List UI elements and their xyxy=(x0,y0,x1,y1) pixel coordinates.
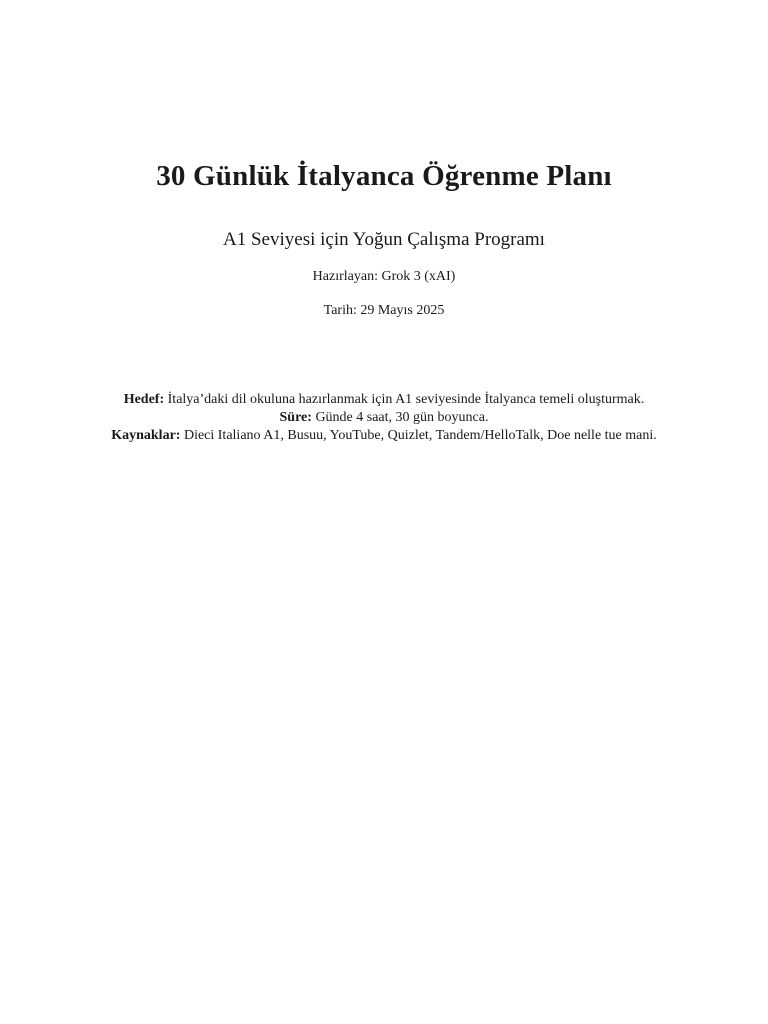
goal-text: İtalya’daki dil okuluna hazırlanmak için A1 seviyesinde İtalyanca temeli oluşturmak. xyxy=(167,392,645,407)
document-subtitle: A1 Seviyesi için Yoğun Çalışma Programı xyxy=(223,229,545,250)
document-date: Tarih: 29 Mayıs 2025 xyxy=(323,303,445,318)
duration-text: Günde 4 saat, 30 gün boyunca. xyxy=(315,410,489,425)
document-title: 30 Günlük İtalyanca Öğrenme Planı xyxy=(156,160,612,192)
resources-label: Kaynaklar: xyxy=(111,428,181,443)
plan-summary xyxy=(72,391,696,445)
goal-label: Hedef: xyxy=(123,392,165,407)
resources-line xyxy=(72,427,696,445)
title-block xyxy=(0,160,768,319)
duration-label: Süre: xyxy=(279,410,312,425)
goal-line xyxy=(72,391,696,409)
duration-line xyxy=(72,409,696,427)
document-author: Hazırlayan: Grok 3 (xAI) xyxy=(312,269,456,284)
resources-text: Dieci Italiano A1, Busuu, YouTube, Quizlet, Tandem/HelloTalk, Doe nelle tue mani. xyxy=(183,428,657,443)
